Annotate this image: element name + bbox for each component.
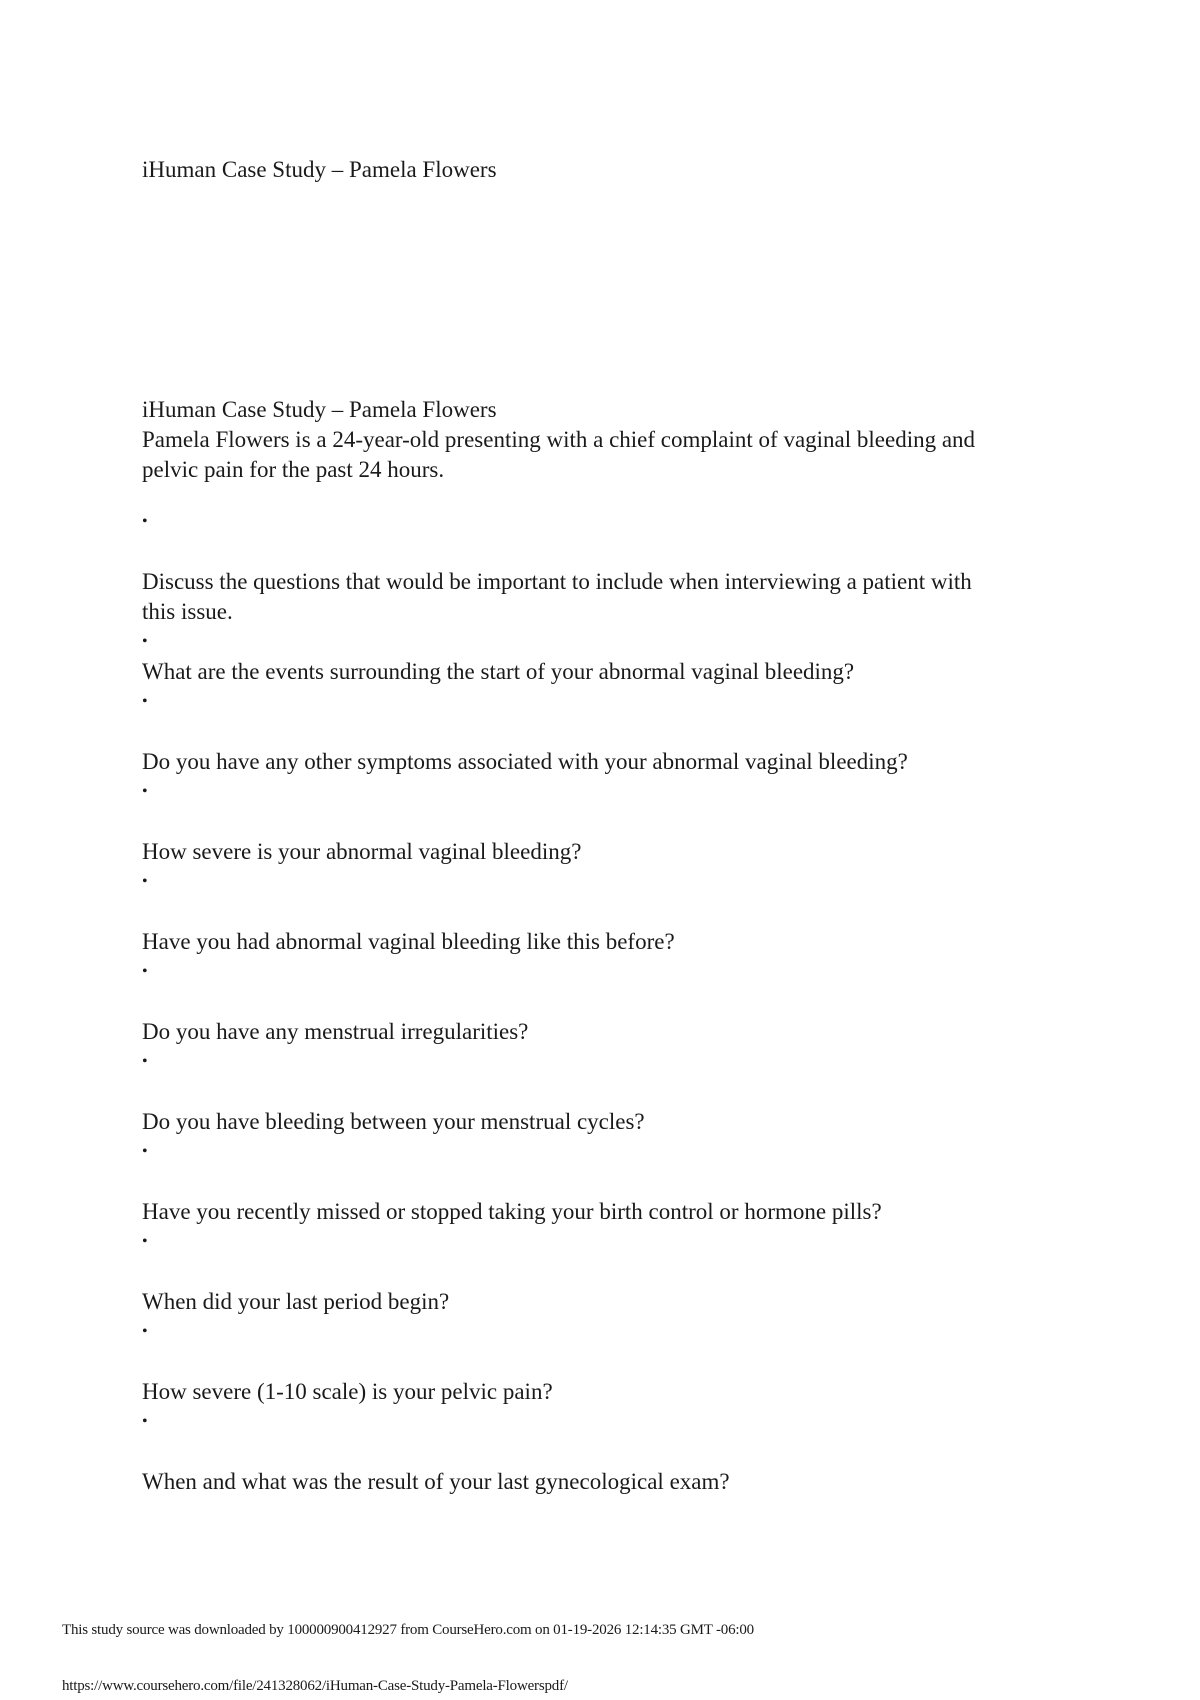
prompt-paragraph: Discuss the questions that would be important to include when interviewing a patient with this issue. — [142, 569, 972, 624]
question-item: Have you had abnormal vaginal bleeding like this before? — [142, 929, 675, 954]
bullet-marker: • — [142, 1053, 148, 1070]
bullet-marker: • — [142, 963, 148, 980]
bullet-marker: • — [142, 783, 148, 800]
source-url: https://www.coursehero.com/file/241328062/iHuman-Case-Study-Pamela-Flowerspdf/ — [62, 1678, 568, 1694]
bullet-marker: • — [142, 633, 148, 650]
question-item: Do you have bleeding between your menstrual cycles? — [142, 1109, 645, 1134]
document-body — [142, 395, 1002, 1497]
bullet-marker: • — [142, 1143, 148, 1160]
bullet-marker: • — [142, 1233, 148, 1250]
question-item: What are the events surrounding the start of your abnormal vaginal bleeding? — [142, 659, 855, 684]
question-item: Have you recently missed or stopped taking your birth control or hormone pills? — [142, 1199, 882, 1224]
intro-paragraph: Pamela Flowers is a 24-year-old presenting with a chief complaint of vaginal bleeding and pelvic pain for the past 24 hours. — [142, 427, 976, 482]
bullet-marker: • — [142, 873, 148, 890]
question-item: When did your last period begin? — [142, 1289, 450, 1314]
bullet-marker: • — [142, 693, 148, 710]
download-source-note: This study source was downloaded by 100000900412927 from CourseHero.com on 01-19-2026 12:14:35 GMT -06:00 — [62, 1622, 754, 1638]
question-item: Do you have any menstrual irregularities? — [142, 1019, 529, 1044]
question-item: When and what was the result of your last gynecological exam? — [142, 1469, 730, 1494]
bullet-marker: • — [142, 1323, 148, 1340]
bullet-marker: • — [142, 513, 148, 530]
question-item: How severe is your abnormal vaginal bleeding? — [142, 839, 582, 864]
question-item: How severe (1-10 scale) is your pelvic pain? — [142, 1379, 553, 1404]
page-header-title: iHuman Case Study – Pamela Flowers — [142, 157, 497, 182]
question-item: Do you have any other symptoms associated with your abnormal vaginal bleeding? — [142, 749, 908, 774]
section-title: iHuman Case Study – Pamela Flowers — [142, 397, 497, 422]
bullet-marker: • — [142, 1413, 148, 1430]
